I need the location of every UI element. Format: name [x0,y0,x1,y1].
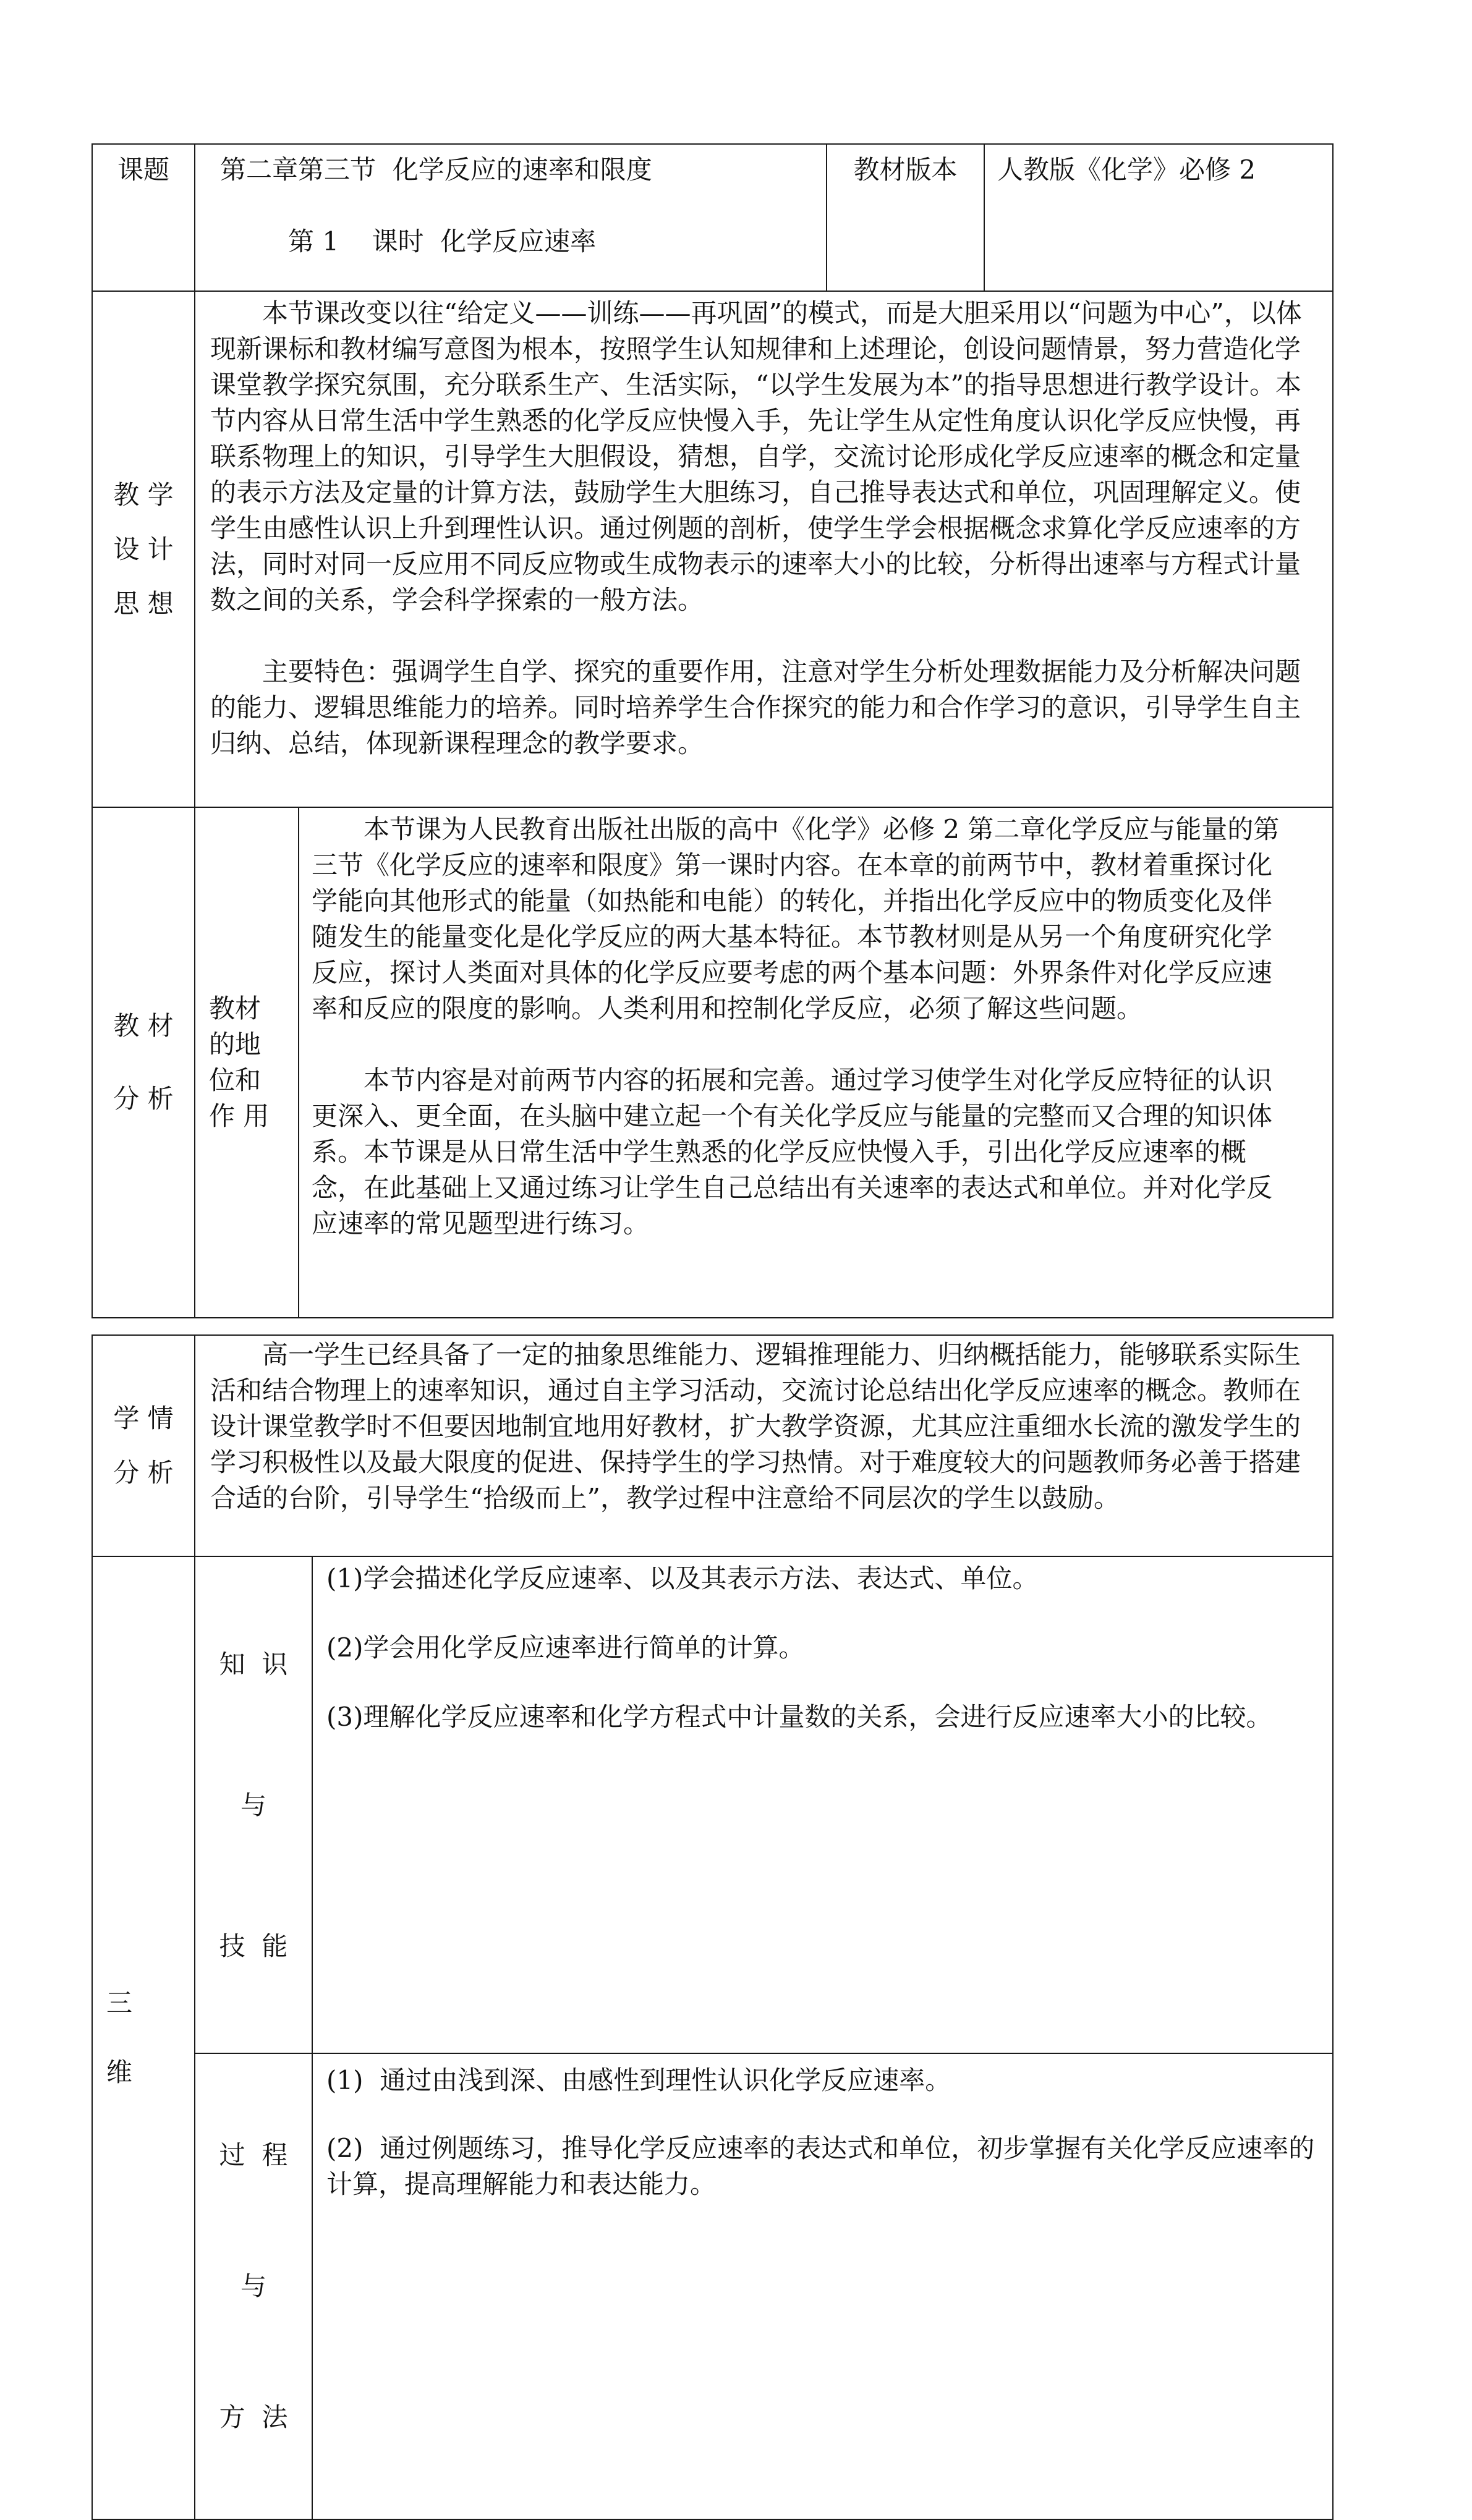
process-label-1: 过 程 [219,2140,288,2170]
student-row [92,1335,1333,1556]
edition-value-text: 人教版《化学》必修 2 [997,155,1256,185]
analysis-goals-table [91,1334,1334,2520]
process-label-3: 方 法 [219,2402,288,2432]
knowledge-item-2: (2)学会用化学反应速率进行简单的计算。 [326,1632,805,1663]
material-sublabel-2: 的地 [209,1029,262,1059]
student-label-1: 学 情 [113,1403,174,1433]
knowledge-label-1: 知 识 [219,1649,288,1679]
knowledge-row [92,1556,1333,2053]
goals-label-2: 维 [106,2057,133,2087]
material-sublabel [195,807,299,1318]
knowledge-label-3: 技 能 [219,1931,288,1961]
topic-label-text: 课题 [117,155,169,185]
edition-label-text: 教材版本 [853,155,958,185]
process-label-2: 与 [240,2271,266,2301]
student-label-2: 分 析 [113,1457,174,1488]
material-label-2: 分 析 [113,1084,174,1114]
knowledge-label [195,1556,312,2053]
process-label [195,2053,312,2519]
topic-line-2: 第 1 课时 化学反应速率 [288,226,597,257]
knowledge-item-1: (1)学会描述化学反应速率、以及其表示方法、表达式、单位。 [326,1563,1039,1593]
material-label [92,807,195,1318]
student-label [92,1335,195,1556]
design-label [92,291,195,807]
process-content [312,2053,1333,2519]
knowledge-label-2: 与 [240,1790,266,1820]
material-sublabel-3: 位和 [209,1065,262,1095]
lesson-info-table [91,143,1334,1318]
topic-row [92,144,1333,291]
topic-line-1: 第二章第三节 化学反应的速率和限度 [220,155,652,185]
material-paragraph-2: 本节内容是对前两节内容的拓展和完善。通过学习使学生对化学反应特征的认识更深入、更全面，在头脑中建立起一个有关化学反应与能量的完整而又合理的知识体系。本节课是从日常生活中学生熟悉的化学反应快慢入手，引出化学反应速率的概念，在此基础上又通过练习让学生自己总结出有关速率的表达式和单位。并对化学反应速率的常见题型进行练习。 [312,1065,1273,1239]
design-paragraph-1: 本节课改变以往“给定义——训练——再巩固”的模式，而是大胆采用以“问题为中心”，以体现新课标和教材编写意图为根本，按照学生认知规律和上述理论，创设问题情景，努力营造化学课堂教学探究氛围，充分联系生产、生活实际，“以学生发展为本”的指导思想进行教学设计。本节内容从日常生活中学生熟悉的化学反应快慢入手，先让学生从定性角度认识化学反应快慢，再联系物理上的知识，引导学生大胆假设，猜想，自学，交流讨论形成化学反应速率的概念和定量的表示方法及定量的计算方法，鼓励学生大胆练习，自己推导表达式和单位，巩固理解定义。使学生由感性认识上升到理性认识。通过例题的剖析，使学生学会根据概念求算化学反应速率的方法，同时对同一反应用不同反应物或生成物表示的速率大小的比较，分析得出速率与方程式计量数之间的关系，学会科学探索的一般方法。 [210,298,1302,615]
student-content [195,1335,1333,1556]
design-paragraph-2: 主要特色：强调学生自学、探究的重要作用，注意对学生分析处理数据能力及分析解决问题的能力、逻辑思维能力的培养。同时培养学生合作探究的能力和合作学习的意识，引导学生自主归纳、总结，体现新课程理念的教学要求。 [210,656,1301,758]
edition-label [827,144,984,291]
process-item-1: (1) 通过由浅到深、由感性到理性认识化学反应速率。 [326,2065,951,2095]
process-item-2: (2) 通过例题练习，推导化学反应速率的表达式和单位，初步掌握有关化学反应速率的计算，提高理解能力和表达能力。 [326,2133,1315,2199]
topic-value [195,144,827,291]
material-row [92,807,1333,1318]
design-label-2: 设 计 [113,533,174,564]
material-sublabel-4: 作 用 [209,1101,270,1131]
goals-label-1: 三 [106,1988,133,2018]
student-paragraph: 高一学生已经具备了一定的抽象思维能力、逻辑推理能力、归纳概括能力，能够联系实际生活和结合物理上的速率知识，通过自主学习活动，交流讨论总结出化学反应速率的概念。教师在设计课堂教学时不但要因地制宜地用好教材，扩大教学资源，尤其应注重细水长流的激发学生的学习积极性以及最大限度的促进、保持学生的学习热情。对于难度较大的问题教师务必善于搭建合适的台阶，引导学生“拾级而上”，教学过程中注意给不同层次的学生以鼓励。 [210,1339,1301,1513]
process-row [92,2053,1333,2519]
goals-label [92,1556,195,2519]
material-sublabel-1: 教材 [209,993,262,1024]
material-paragraph-1: 本节课为人民教育出版社出版的高中《化学》必修 2 第二章化学反应与能量的第三节《化学反应的速率和限度》第一课时内容。在本章的前两节中，教材着重探讨化学能向其他形式的能量（如热能和电能）的转化，并指出化学反应中的物质变化及伴随发生的能量变化是化学反应的两大基本特征。本节教材则是从另一个角度研究化学反应，探讨人类面对具体的化学反应要考虑的两个基本问题：外界条件对化学反应速率和反应的限度的影响。人类利用和控制化学反应，必须了解这些问题。 [312,814,1280,1024]
material-label-1: 教 材 [113,1011,174,1041]
design-content [195,291,1333,807]
material-content [299,807,1333,1318]
design-label-3: 思 想 [113,588,174,619]
knowledge-item-3: (3)理解化学反应速率和化学方程式中计量数的关系，会进行反应速率大小的比较。 [326,1702,1272,1732]
knowledge-content [312,1556,1333,2053]
topic-label [92,144,195,291]
edition-value [984,144,1333,291]
design-row [92,291,1333,807]
design-label-1: 教 学 [113,479,174,510]
